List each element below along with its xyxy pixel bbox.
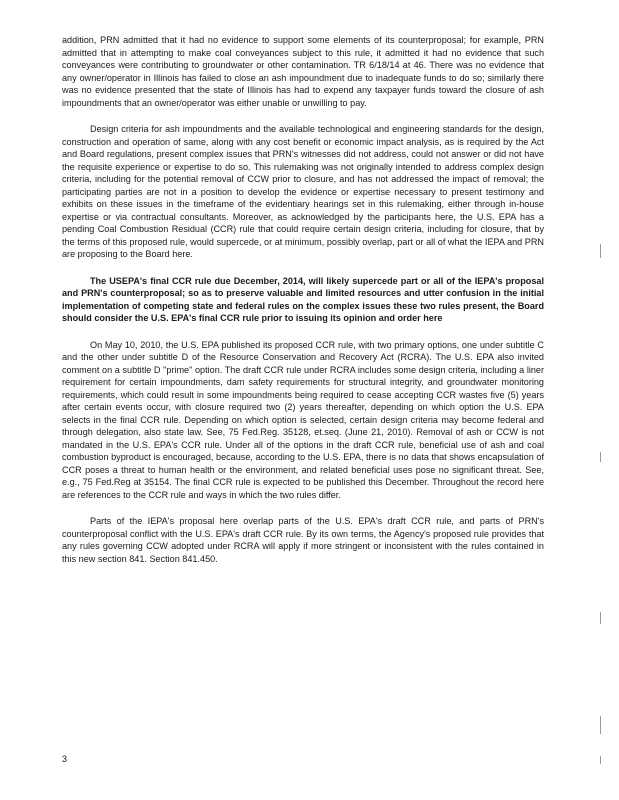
- section-heading-usepa-ccr-rule: The USEPA's final CCR rule due December, 2014, will likely supercede part or all of the IEPA's proposal and PRN's counterproposal; so as to preserve valuable and limited resources and utter confusion in the initial implementation of competing state and federal rules on the complex issues these two rules present, the Board should consider the U.S. EPA's final CCR rule prior to issuing its opinion and order here: [62, 275, 544, 323]
- page-number: 3: [62, 754, 68, 764]
- margin-mark-3: [600, 612, 601, 624]
- paragraph-continuation: addition, PRN admitted that it had no evidence to support some elements of its counterproposal; for example, PRN admitted that in attempting to make coal conveyances subject to this rule, it admitted it had no evidence that such conveyances were contributing to groundwater or other contamination. TR 6/18/14 at 46. There was no evidence that any owner/operator in Illinois has failed to close an ash impoundment due to inadequate funds to do so; similarly there was no evidence presented that the state of Illinois has had to expend any taxpayer funds toward the closure of ash impoundments that an owner/operator was either unable or unwilling to pay.: [62, 35, 544, 108]
- document-body: [62, 34, 544, 579]
- paragraph-design-criteria: Design criteria for ash impoundments and the available technological and engineering standards for the design, construction and operation of same, along with any cost benefit or economic impact analysis, as is required by the Act and Board regulations, present complex issues that PRN's witnesses did not address, could not answer or did not have the requisite experience or expertise to do so. This rulemaking was not originally intended to address complex design criteria, including for the potential removal of CCW prior to closure, and has not addressed the impact of removal; the participating parties are not in a position to develop the evidence or expertise necessary to present testimony and exhibits on these issues in the timeframe of the evidentiary hearings set in this rulemaking, either through in-house expertise or via contractual consultants. Moreover, as acknowledged by the participants here, the U.S. EPA has a pending Coal Combustion Residual (CCR) rule that could require certain design criteria, including for closure, that by the terms of this proposed rule, would supercede, or at minimum, possibly overlap, part or all of what the IEPA and PRN are proposing to the Board here.: [62, 124, 544, 259]
- margin-mark-5: [600, 756, 601, 764]
- margin-mark-2: [600, 452, 601, 462]
- paragraph-overlap: Parts of the IEPA's proposal here overlap parts of the U.S. EPA's draft CCR rule, and parts of PRN's counterproposal conflict with the U.S. EPA's draft CCR rule. By its own terms, the Agency's proposed rule provides that any rules governing CCW adopted under RCRA will apply if more stringent or inconsistent with the rules contained in this new section 841. Section 841.450.: [62, 516, 544, 564]
- margin-mark-4: [600, 716, 601, 734]
- margin-mark-1: [600, 244, 601, 258]
- paragraph-ccr-rule-history: On May 10, 2010, the U.S. EPA published its proposed CCR rule, with two primary options, one under subtitle C and the other under subtitle D of the Resource Conservation and Recovery Act (RCRA). The U.S. EPA also invited comment on a subtitle D "prime" option. The draft CCR rule under RCRA includes some design criteria, including a liner requirement for certain impoundments, dam safety requirements for structural integrity, and groundwater monitoring requirements, which could result in some impoundments being required to cease accepting CCR wastes five (5) years after certain events occur, with closure required two (2) years thereafter, depending on which option the U.S. EPA selects in the final CCR rule. Depending on which option is selected, certain design criteria may become federal and through delegation, also state law. See, 75 Fed.Reg. 35128, et.seq. (June 21, 2010). Removal of ash or CCW is not mandated in the U.S. EPA's CCR rule. Under all of the options in the draft CCR rule, beneficial use of ash and coal combustion byproduct is encouraged, because, according to the U.S. EPA, there is no data that shows encapsulation of CCR poses a threat to human health or the environment, and related beneficial uses pose no significant threat. See, e.g., 75 Fed.Reg at 35154. The final CCR rule is expected to be published this December. Throughout the record here are references to the CCR rule and ways in which the two rules differ.: [62, 339, 544, 500]
